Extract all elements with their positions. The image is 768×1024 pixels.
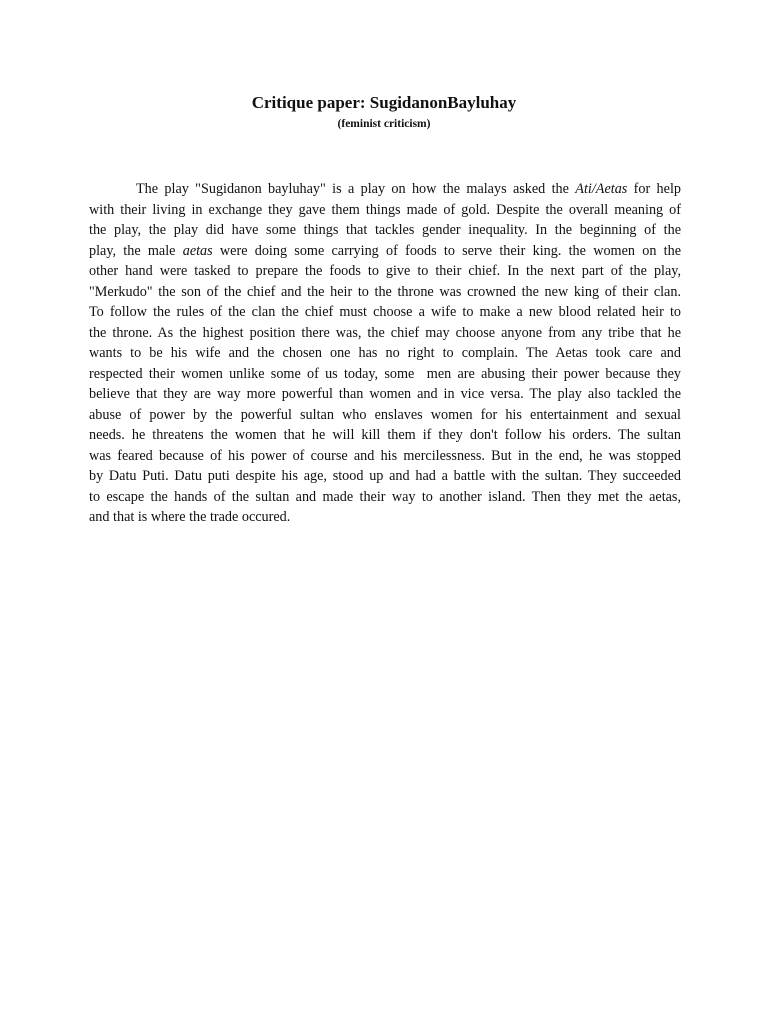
body-line: by Datu Puti. Datu puti despite his age, stood up and had a battle with the sultan. They succeeded <box>89 468 681 484</box>
body-line: respected their women unlike some of us today, some men are abusing their power because they <box>89 365 681 382</box>
body-line: To follow the rules of the clan the chief must choose a wife to make a new blood related heir to <box>89 304 681 320</box>
body-line: needs. he threatens the women that he will kill them if they don't follow his orders. The sultan <box>89 427 681 443</box>
body-line: wants to be his wife and the chosen one has no right to complain. The Aetas took care and <box>89 345 681 361</box>
body-line: "Merkudo" the son of the chief and the heir to the throne was crowned the new king of their clan. <box>89 283 681 300</box>
document-title: Critique paper: SugidanonBayluhay <box>251 93 517 112</box>
body-line: other hand were tasked to prepare the foods to give to their chief. In the next part of the play, <box>89 263 681 279</box>
body-line: play, the male aetas were doing some carrying of foods to serve their king. the women on the <box>89 242 681 259</box>
body-line: was feared because of his power of course and his mercilessness. But in the end, he was stopped <box>89 447 681 464</box>
body-line: the throne. As the highest position there was, the chief may choose anyone from any tribe that he <box>89 324 681 341</box>
body-line: abuse of power by the powerful sultan who enslaves women for his entertainment and sexual <box>89 406 681 423</box>
body-line: and that is where the trade occured. <box>89 509 291 525</box>
body-line: to escape the hands of the sultan and made their way to another island. Then they met the aetas, <box>89 488 681 505</box>
body-paragraph <box>89 179 681 528</box>
document-subtitle: (feminist criticism) <box>337 118 431 130</box>
body-line: with their living in exchange they gave them things made of gold. Despite the overall meaning of <box>89 201 681 218</box>
body-line: believe that they are way more powerful than women and in vice versa. The play also tackled the <box>89 386 681 402</box>
body-line: the play, the play did have some things that tackles gender inequality. In the beginning of the <box>89 222 681 238</box>
body-line: The play "Sugidanon bayluhay" is a play on how the malays asked the Ati/Aetas for help <box>136 181 681 197</box>
